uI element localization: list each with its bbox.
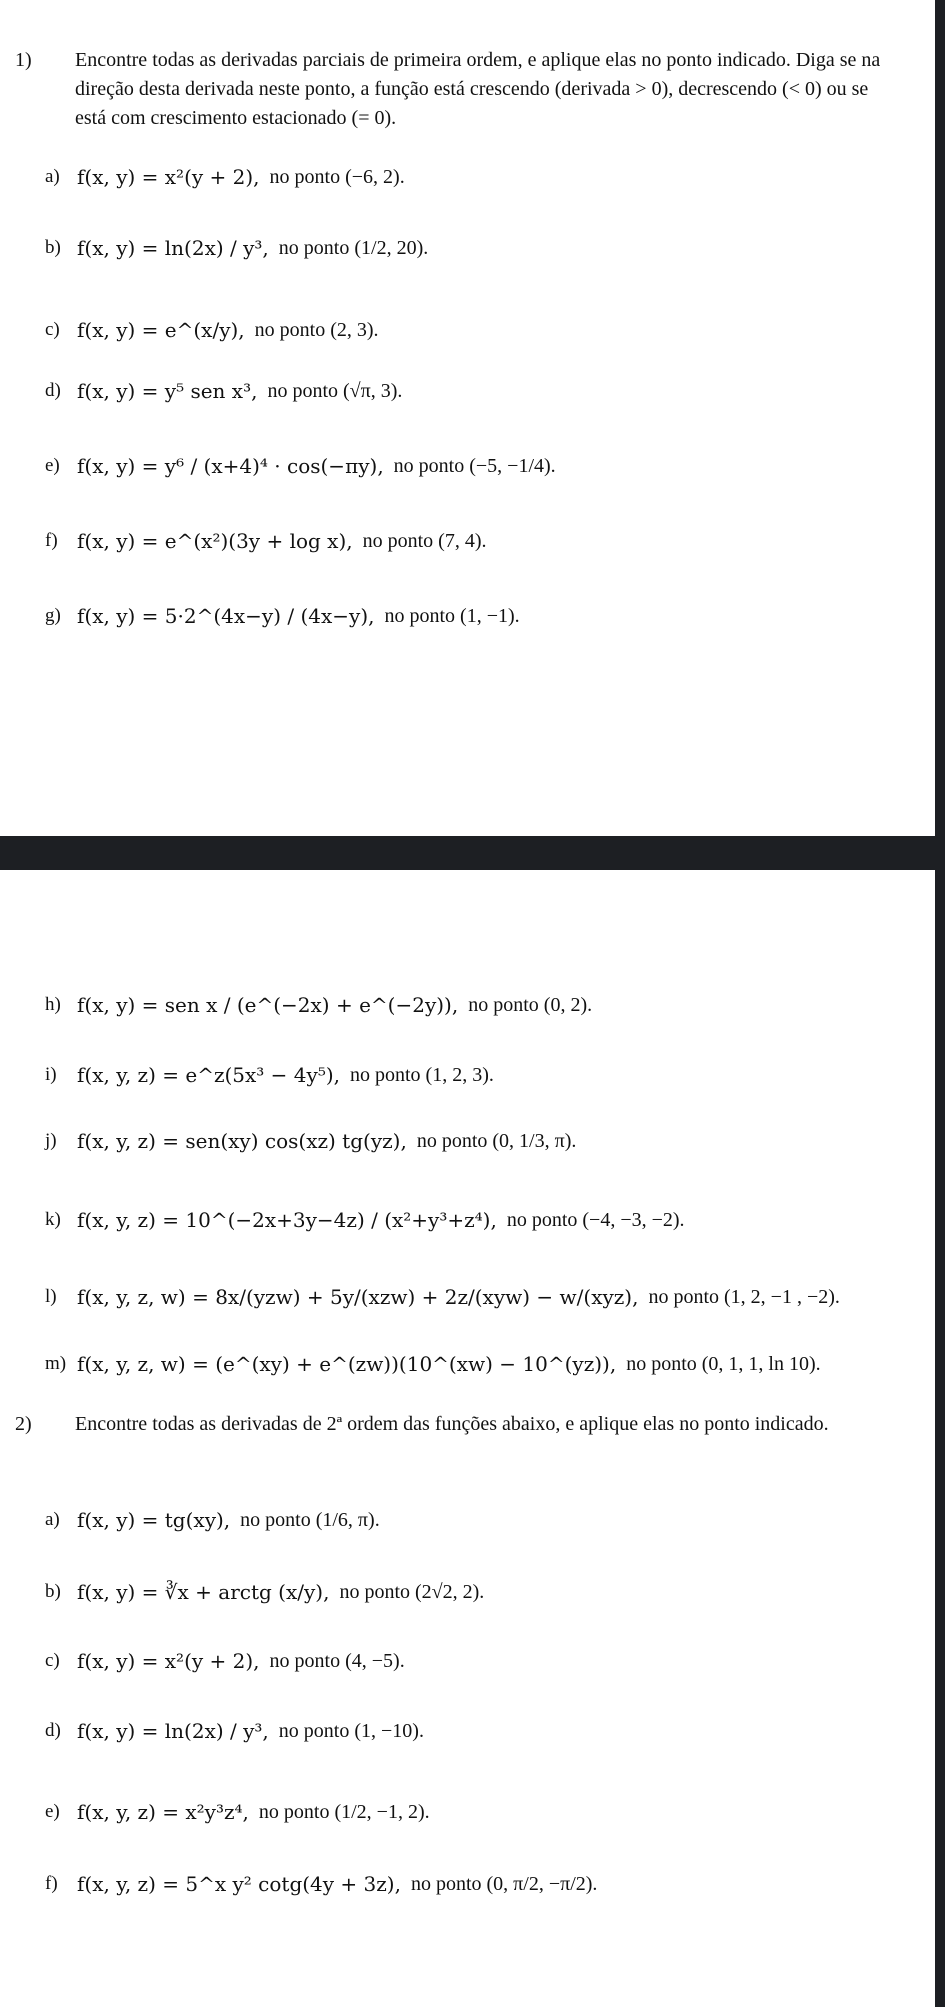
item-function: f(x, y, z) = 10^(−2x+3y−4z) / (x²+y³+z⁴), <box>77 1208 497 1232</box>
item-point: no ponto (2, 3). <box>254 318 379 341</box>
item-function: f(x, y) = 5·2^(4x−y) / (4x−y), <box>77 604 375 628</box>
item-label: a) <box>45 1509 60 1530</box>
item-label: j) <box>45 1130 57 1151</box>
exercise-1d <box>45 371 402 411</box>
exercise-1g <box>45 596 520 636</box>
item-function: f(x, y) = ∛x + arctg (x/y), <box>77 1580 330 1604</box>
item-point: no ponto (1/2, −1, 2). <box>258 1800 430 1823</box>
question-2-text: Encontre todas as derivadas de 2ª ordem das funções abaixo, e aplique elas no ponto indicado. <box>75 1413 829 1435</box>
item-label: c) <box>45 1650 60 1671</box>
item-function: f(x, y) = y⁶ / (x+4)⁴ · cos(−πy), <box>77 454 384 478</box>
exercise-1b <box>45 228 428 268</box>
item-label: b) <box>45 1581 61 1602</box>
item-function: f(x, y, z) = 5^x y² cotg(4y + 3z), <box>77 1872 401 1896</box>
item-point: no ponto (√π, 3). <box>267 379 403 402</box>
item-function: f(x, y, z) = sen(xy) cos(xz) tg(yz), <box>77 1129 407 1153</box>
item-label: d) <box>45 380 61 401</box>
exercise-2e <box>45 1792 430 1832</box>
item-label: f) <box>45 530 58 551</box>
question-1-statement <box>15 46 897 133</box>
item-label: a) <box>45 166 60 187</box>
right-edge-border <box>935 0 945 2007</box>
item-function: f(x, y) = x²(y + 2), <box>77 165 260 189</box>
exercise-1k <box>45 1200 685 1240</box>
exercise-1a <box>45 157 405 197</box>
item-label: e) <box>45 1801 60 1822</box>
item-label: l) <box>45 1286 57 1307</box>
item-function: f(x, y) = e^(x²)(3y + log x), <box>77 529 353 553</box>
question-1-text: Encontre todas as derivadas parciais de primeira ordem, e aplique elas no ponto indicado. Diga se na direção desta derivada neste ponto, a função está crescendo (derivada > 0), decrescendo (< 0) ou se está com crescimento estacionado (= 0). <box>75 49 881 129</box>
exercise-1j <box>45 1121 576 1161</box>
item-point: no ponto (4, −5). <box>269 1649 405 1672</box>
item-point: no ponto (1, −1). <box>384 604 520 627</box>
item-function: f(x, y, z) = e^z(5x³ − 4y⁵), <box>77 1063 340 1087</box>
item-function: f(x, y, z) = x²y³z⁴, <box>77 1800 249 1824</box>
item-function: f(x, y, z, w) = (e^(xy) + e^(zw))(10^(xw) − 10^(yz)), <box>77 1352 617 1376</box>
exercise-2d <box>45 1711 424 1751</box>
question-1-number: 1) <box>15 49 32 71</box>
item-function: f(x, y) = tg(xy), <box>77 1508 231 1532</box>
item-function: f(x, y) = x²(y + 2), <box>77 1649 260 1673</box>
page-separator-band <box>0 836 945 870</box>
exercise-1e <box>45 446 556 486</box>
item-point: no ponto (−6, 2). <box>269 165 405 188</box>
exercise-2b <box>45 1572 484 1612</box>
item-point: no ponto (1, −10). <box>278 1719 424 1742</box>
exercise-1h <box>45 985 592 1025</box>
exercise-1l <box>45 1277 840 1317</box>
item-point: no ponto (7, 4). <box>362 529 487 552</box>
item-label: m) <box>45 1353 67 1374</box>
question-2-statement <box>15 1410 897 1439</box>
item-point: no ponto (1, 2, 3). <box>350 1063 494 1086</box>
item-point: no ponto (−5, −1/4). <box>393 454 556 477</box>
item-label: b) <box>45 237 61 258</box>
exercise-1i <box>45 1055 494 1095</box>
item-point: no ponto (0, 1/3, π). <box>416 1129 577 1152</box>
item-point: no ponto (0, 2). <box>468 993 593 1016</box>
exercise-2a <box>45 1500 380 1540</box>
item-label: f) <box>45 1873 58 1894</box>
item-function: f(x, y) = ln(2x) / y³, <box>77 236 269 260</box>
question-2-number: 2) <box>15 1413 32 1435</box>
item-point: no ponto (0, π/2, −π/2). <box>410 1872 598 1895</box>
item-point: no ponto (1, 2, −1 , −2). <box>648 1285 840 1308</box>
item-function: f(x, y) = ln(2x) / y³, <box>77 1719 269 1743</box>
item-function: f(x, y) = y⁵ sen x³, <box>77 379 258 403</box>
exercise-1c <box>45 310 379 350</box>
item-point: no ponto (0, 1, 1, ln 10). <box>626 1352 821 1375</box>
item-label: k) <box>45 1209 61 1230</box>
item-label: g) <box>45 605 61 626</box>
item-point: no ponto (−4, −3, −2). <box>506 1208 685 1231</box>
item-point: no ponto (2√2, 2). <box>339 1580 485 1603</box>
item-function: f(x, y, z, w) = 8x/(yzw) + 5y/(xzw) + 2z/(xyw) − w/(xyz), <box>77 1285 639 1309</box>
exercise-2c <box>45 1641 405 1681</box>
item-function: f(x, y) = sen x / (e^(−2x) + e^(−2y)), <box>77 993 459 1017</box>
item-label: h) <box>45 994 61 1015</box>
exercise-2f <box>45 1864 597 1904</box>
exercise-1f <box>45 521 487 561</box>
item-label: i) <box>45 1064 57 1085</box>
item-function: f(x, y) = e^(x/y), <box>77 318 245 342</box>
item-label: d) <box>45 1720 61 1741</box>
item-label: e) <box>45 455 60 476</box>
item-point: no ponto (1/2, 20). <box>278 236 429 259</box>
exercise-1m <box>45 1344 821 1384</box>
item-label: c) <box>45 319 60 340</box>
item-point: no ponto (1/6, π). <box>240 1508 380 1531</box>
